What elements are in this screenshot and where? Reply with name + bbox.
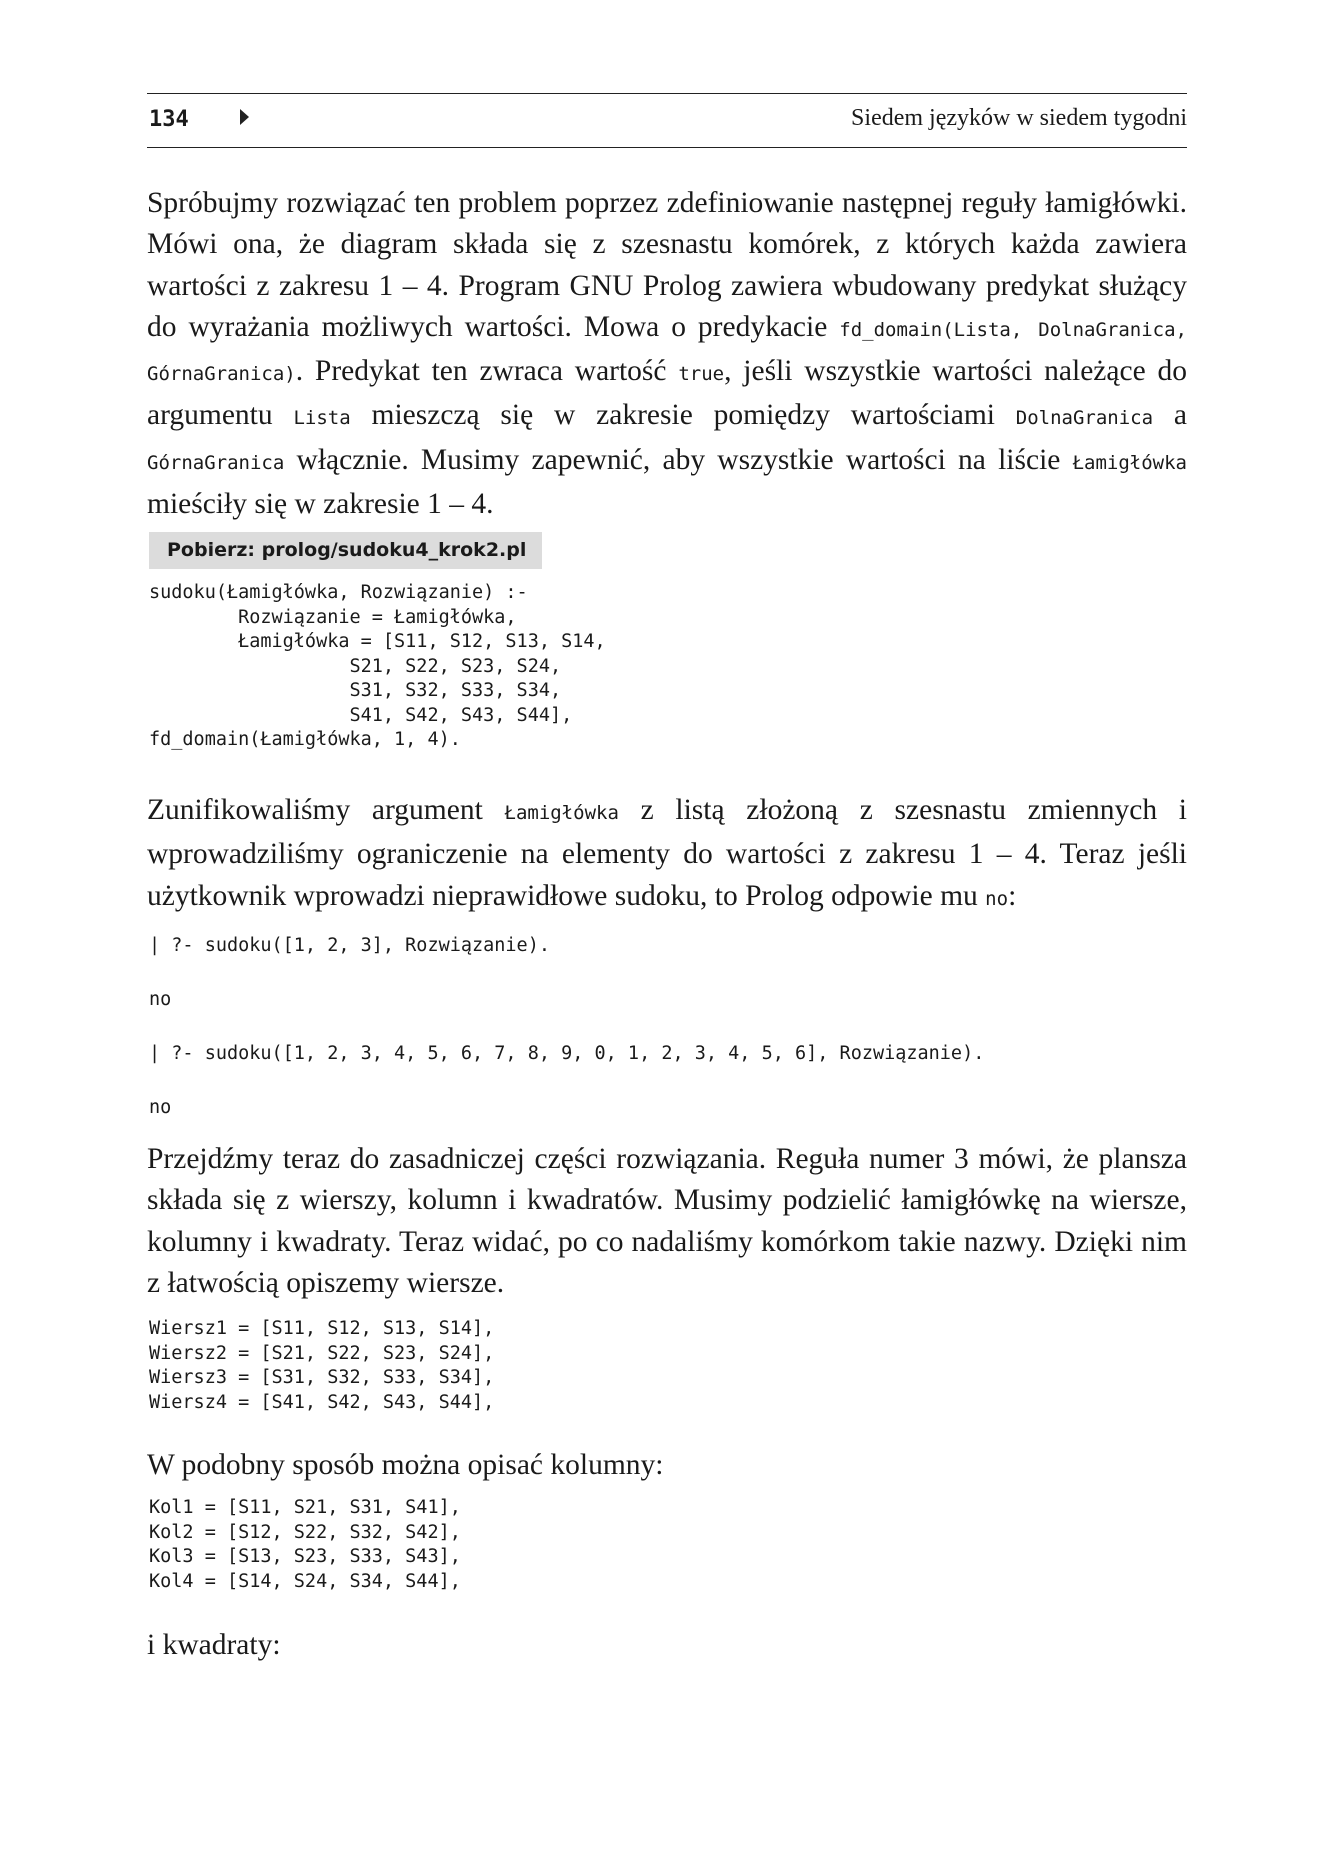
running-header <box>147 93 1187 148</box>
code-listing-columns: Kol1 = [S11, S21, S31, S41], Kol2 = [S12, S22, S32, S42], Kol3 = [S13, S23, S33, S43], Kol4 = [S14, S24, S34, S44], <box>149 1497 461 1592</box>
paragraph-columns: W podobny sposób można opisać kolumny: <box>147 1449 664 1481</box>
inline-code: Łamigłówka <box>504 802 619 824</box>
inline-code: true <box>678 363 725 386</box>
inline-code: Łamigłówka <box>1072 451 1187 474</box>
code-listing-sudoku: sudoku(Łamigłówka, Rozwiązanie) :- Rozwiązanie = Łamigłówka, Łamigłówka = [S11, S12, S13, S14, S21, S22, S23, S24, S31, S32, S33, S34, S41, S42, S43, S44], fd_domain(Łamigłówka, 1, 4). <box>149 582 606 750</box>
inline-code: fd_domain(Lista, DolnaGranica, GórnaGranica) <box>147 318 1187 386</box>
triangle-right-icon <box>240 109 249 125</box>
code-listing-queries: | ?- sudoku([1, 2, 3], Rozwiązanie). no | ?- sudoku([1, 2, 3, 4, 5, 6, 7, 8, 9, 0, 1, 2, 3, 4, 5, 6], Rozwiązanie). no <box>149 935 985 1118</box>
paragraph-unification: Zunifikowaliśmy argument Łamigłówka z listą złożoną z szesnastu zmiennych i wprowadziliśmy ograniczenie na elementy do wartości z zakresu 1 – 4. Teraz jeśli użytkownik wprowadzi nieprawidłowe sudoku, to Prolog odpowie mu no: <box>147 794 1187 912</box>
inline-code: DolnaGranica <box>1015 407 1154 430</box>
code-listing-rows: Wiersz1 = [S11, S12, S13, S14], Wiersz2 = [S21, S22, S23, S24], Wiersz3 = [S31, S32, S33, S34], Wiersz4 = [S41, S42, S43, S44], <box>149 1318 495 1413</box>
inline-code: no <box>985 887 1009 910</box>
inline-code: GórnaGranica <box>147 451 285 474</box>
paragraph-intro: Spróbujmy rozwiązać ten problem poprzez zdefiniowanie następnej reguły łamigłówki. Mówi ona, że diagram składa się z szesnastu komórek, z których każda zawiera wartości z zakresu 1 – 4. Program GNU Prolog zawiera wbudowany predykat służący do wyrażania możliwych wartości. Mowa o predykacie fd_domain(Lista, DolnaGranica, GórnaGranica). Predykat ten zwraca wartość true, jeśli wszystkie wartości należące do argumentu Lista mieszczą się w zakresie pomiędzy wartościami DolnaGranica a GórnaGranica włącznie. Musimy zapewnić, aby wszystkie wartości na liście Łamigłówka mieściły się w zakresie 1 – 4. <box>147 187 1188 521</box>
page-number: 134 <box>149 107 189 132</box>
paragraph-rows: Przejdźmy teraz do zasadniczej części rozwiązania. Reguła numer 3 mówi, że plansza składa się z wierszy, kolumn i kwadratów. Musimy podzielić łamigłówkę na wiersze, kolumny i kwadraty. Teraz widać, po co nadaliśmy komórkom takie nazwy. Dzięki nim z łatwością opiszemy wiersze. <box>147 1143 1187 1299</box>
download-link[interactable]: Pobierz: prolog/sudoku4_krok2.pl <box>149 532 542 569</box>
book-title: Siedem języków w siedem tygodni <box>851 105 1187 131</box>
inline-code: Lista <box>293 407 351 430</box>
paragraph-squares: i kwadraty: <box>147 1629 281 1661</box>
